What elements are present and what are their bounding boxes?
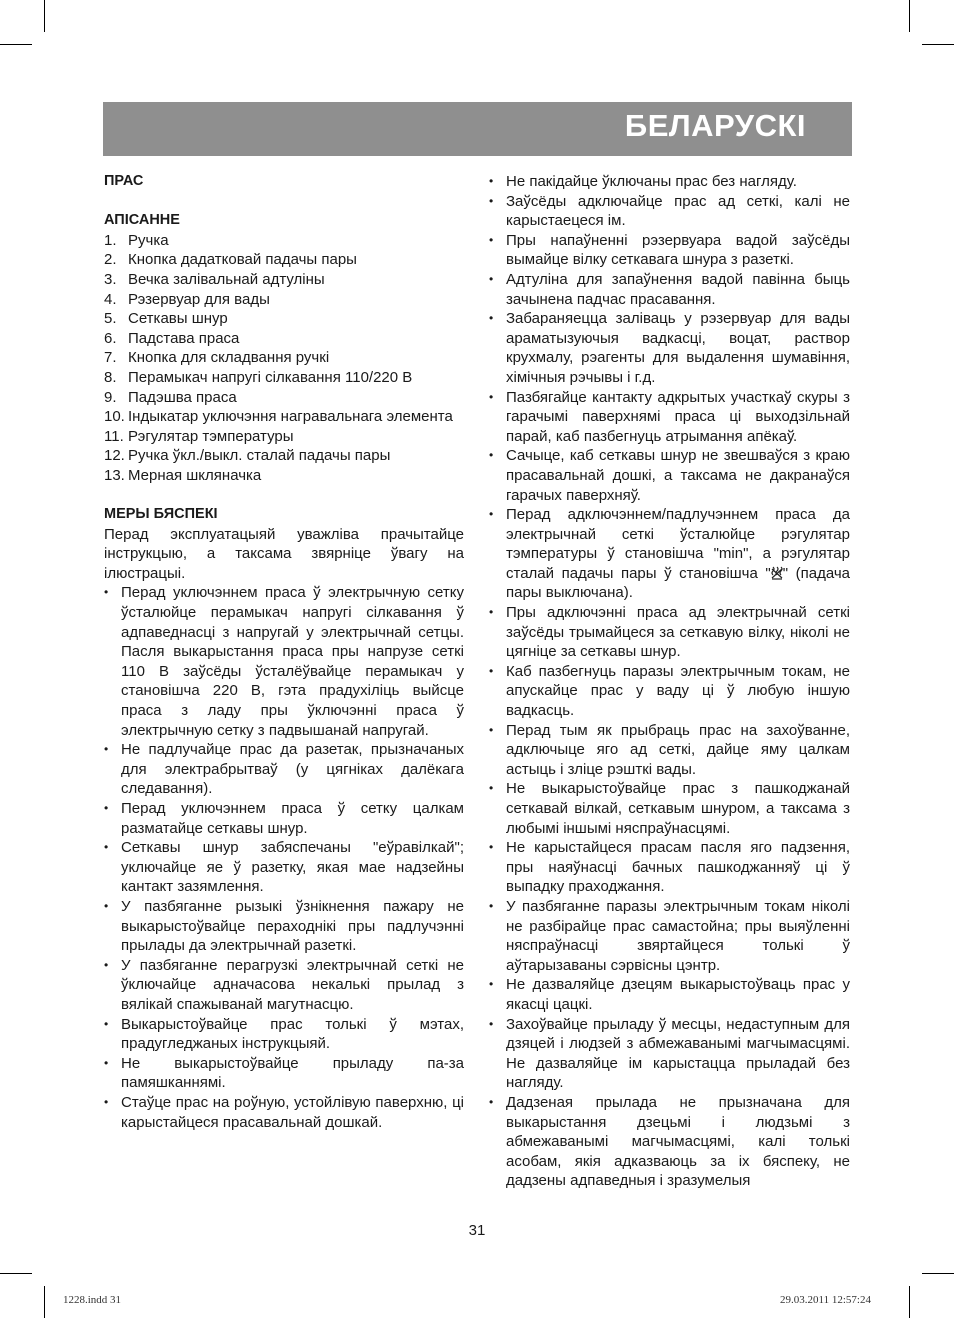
right-column [489, 172, 850, 1191]
item-number: 7. [104, 349, 117, 367]
bullet-text: Выкарыстоўвайце прас толькі ў мэтах, прадугледжаных інструкцыяй. [121, 1015, 464, 1053]
bullet-dot: • [489, 507, 494, 522]
bullet-item [489, 309, 850, 387]
bullet-dot: • [489, 232, 494, 247]
bullet-text: Адтуліна для запаўнення вадой павінна быць зачынена падчас прасавання. [506, 270, 850, 308]
bullet-text: Стаўце прас на роўную, устойлівую паверхню, ці карыстайцеся прасавальнай дошкай. [121, 1093, 464, 1131]
description-item [104, 231, 464, 251]
bullet-text: Перад уключэннем праса ў электрычную сетку ўсталюйце перамыкач напругі сілкавання ў адпаведнасці з напругай у электрычнай сетцы. Пасля выкарыстання праса пры напрузе сеткі 110 В заўсёды ўсталёўвайце перамыкач у становішча 220 В, гэта прадухіліць выйсце праса з ладу пры ўключэнні праса ў электрычную сетку з падвышанай напругай. [121, 584, 464, 739]
item-number: 8. [104, 368, 117, 386]
bullet-dot: • [489, 1016, 494, 1031]
safety-list-left [104, 583, 464, 1132]
item-text: Сеткавы шнур [128, 310, 228, 328]
bullet-item [104, 838, 464, 897]
bullet-text: Забараняецца заліваць у рэзервуар для вады араматызуючыя вадкасці, воцат, раствор крухмалу, рэагенты для выдалення шумавіння, хімічныя рэчывы і г.д. [506, 310, 850, 386]
bullet-item [104, 1015, 464, 1054]
item-text: Мерная шкляначка [128, 466, 262, 484]
bullet-item [489, 446, 850, 505]
description-item [104, 368, 464, 388]
bullet-text: Пры адключэнні праса ад электрычнай сеткі заўсёды трымайцеся за сеткавую вілку, ніколі не цягніце за сеткавы шнур. [506, 604, 850, 661]
bullet-item [104, 799, 464, 838]
bullet-item [489, 388, 850, 447]
description-item [104, 250, 464, 270]
bullet-item [489, 662, 850, 721]
bullet-dot: • [104, 957, 109, 972]
bullet-text: Сеткавы шнур забяспечаны "еўравілкай"; уключайце яе ў разетку, якая мае надзейны кантакт зазямлення. [121, 839, 464, 896]
bullet-item [489, 897, 850, 975]
item-text: Вечка залівальнай адтуліны [128, 270, 325, 288]
bullet-dot: • [104, 801, 109, 815]
item-text: Рэзервуар для вады [128, 290, 270, 308]
crop-mark [909, 0, 910, 32]
product-heading: ПРАС [104, 173, 144, 189]
description-list [104, 231, 464, 486]
description-item [104, 466, 464, 486]
item-number: 10. [104, 408, 125, 426]
bullet-dot: • [489, 898, 494, 913]
bullet-text [506, 505, 850, 603]
bullet-text: Пазбягайце кантакту адкрытых участкаў скуры з гарачымі паверхнямі праса ці выходзільнай парай, каб пазбегнуць атрымання апёкаў. [506, 388, 850, 445]
bullet-text: Захоўвайце прыладу ў месцы, недаступным для дзяцей і людзей з абмежаванымі магчымасцямі. Не дазваляйце ім карыстацца прыладай без нагляду. [506, 1015, 850, 1092]
bullet-dot: • [489, 174, 494, 188]
bullet-item [489, 603, 850, 662]
bullet-dot: • [489, 193, 494, 208]
crop-mark [44, 1286, 45, 1318]
crop-mark [922, 44, 954, 45]
item-text: Рэгулятар тэмпературы [128, 427, 294, 445]
bullet-item [489, 505, 850, 603]
description-item [104, 309, 464, 329]
safety-list-right [489, 172, 850, 1191]
banner-title: БЕЛАРУСКІ [624, 108, 806, 143]
item-number: 6. [104, 329, 117, 347]
bullet-text: Перад уключэннем праса ў сетку цалкам разматайце сеткавы шнур. [121, 800, 464, 837]
item-number: 12. [104, 447, 125, 465]
description-item [104, 290, 464, 310]
bullet-text: Сачыце, каб сеткавы шнур не звешваўся з краю прасавальнай дошкі, а таксама не дакранаўся гарачых паверхняў. [506, 447, 850, 504]
bullet-text-part: Перад адключэннем/падлучэннем праса да электрычнай сеткі ўсталюйце рэгулятар тэмпературы ў становішча "min", а рэгулятар сталай падачы пары ў становішча " [506, 506, 850, 582]
bullet-text: Не дазваляйце дзецям выкарыстоўваць прас у якасці цацкі. [506, 976, 850, 1013]
bullet-dot: • [489, 605, 494, 620]
bullet-text: Не выкарыстоўвайце прыладу па-за памяшканнямі. [121, 1054, 464, 1092]
bullet-text: Пры напаўненні рэзервуара вадой заўсёды вымайце вілку сеткавага шнура з разеткі. [506, 231, 850, 269]
bullet-dot: • [104, 898, 109, 913]
bullet-text: Не выкарыстоўвайце прас з пашкоджанай сеткавай вілкай, сеткавым шнуром, а таксама з любымі іншымі няспраўнасцямі. [506, 780, 850, 837]
description-item [104, 348, 464, 368]
bullet-item [104, 1054, 464, 1093]
crop-mark [44, 0, 45, 32]
bullet-item [489, 721, 850, 780]
bullet-text: Дадзеная прылада не прызначана для выкарыстання дзецьмі і людзьмі з абмежаванымі магчымасцямі, калі толькі асобам, якія адказваюць за іх бяспеку, не дадзены адпаведныя і зразумелыя [506, 1093, 850, 1190]
item-text: Кнопка дадатковай падачы пары [128, 251, 357, 269]
bullet-item [104, 956, 464, 1015]
description-item [104, 270, 464, 290]
bullet-dot: • [104, 840, 109, 855]
footer-file-info: 1228.indd 31 [63, 1294, 122, 1306]
bullet-dot: • [489, 840, 494, 855]
item-number: 3. [104, 270, 117, 288]
bullet-text: Каб пазбегнуць паразы электрычным токам, не апускайце прас у ваду ці ў любую іншую вадкасць. [506, 662, 850, 720]
item-text: Падэшва праса [128, 388, 237, 406]
bullet-item [489, 270, 850, 309]
language-banner [103, 102, 852, 156]
bullet-dot: • [104, 1016, 109, 1031]
bullet-text: У пазбяганне рызыкі ўзнікнення пажару не выкарыстоўвайце пераходнікі пры падлучэнні прылады да электрычнай разеткі. [121, 897, 464, 955]
crop-mark [922, 1273, 954, 1274]
item-number: 5. [104, 310, 117, 328]
bullet-dot: • [489, 663, 494, 678]
bullet-dot: • [489, 389, 494, 404]
bullet-dot: • [489, 1094, 494, 1109]
bullet-text: Заўсёды адключайце прас ад сеткі, калі не карыстаецеся ім. [506, 192, 850, 230]
bullet-item [489, 1093, 850, 1191]
safety-heading: МЕРЫ БЯСПЕКІ [104, 506, 218, 523]
bullet-item [489, 192, 850, 231]
bullet-text: У пазбяганне паразы электрычным токам ніколі не разбірайце прас самастойна; пры выяўленні няспраўнасці звяртайцеся толькі ў аўтарызаваны сэрвісны цэнтр. [506, 897, 850, 974]
bullet-item [489, 231, 850, 270]
item-text: Падстава праса [128, 329, 240, 347]
description-item [104, 446, 464, 466]
bullet-text: Перад тым як прыбраць прас на захоўванне, адключыце яго ад сеткі, дайце яму цалкам астыць і зліце рэшткі вады. [506, 721, 850, 778]
footer-timestamp: 29.03.2011 12:57:24 [780, 1294, 871, 1306]
item-number: 2. [104, 251, 117, 269]
item-number: 11. [104, 427, 124, 445]
description-item [104, 407, 464, 427]
bullet-item [489, 1015, 850, 1093]
bullet-dot: • [489, 448, 494, 463]
bullet-text: Не карыстайцеся прасам пасля яго падзення, пры наяўнасці бачных пашкоджанняў ці ў выпадку праходжання. [506, 839, 850, 896]
item-text: Кнопка для складвання ручкі [128, 349, 330, 367]
bullet-text: Не падлучайце прас да разетак, прызначаных для электрабрытваў (у цягніках далёкага следавання). [121, 741, 464, 798]
bullet-dot: • [489, 722, 494, 737]
bullet-dot: • [104, 742, 109, 757]
bullet-item [104, 740, 464, 799]
steam-off-icon [771, 566, 783, 580]
bullet-item [104, 897, 464, 956]
bullet-item [104, 1093, 464, 1132]
item-number: 13. [104, 466, 125, 484]
bullet-dot: • [489, 977, 494, 992]
description-item [104, 329, 464, 349]
left-column [104, 172, 464, 1132]
item-number: 1. [104, 231, 117, 249]
bullet-item [489, 838, 850, 897]
safety-intro: Перад эксплуатацыяй уважліва прачытайце інструкцыю, а таксама звярніце ўвагу на ілюстрацыі. [104, 525, 464, 582]
bullet-dot: • [104, 585, 109, 600]
bullet-text: У пазбяганне перагрузкі электрычнай сеткі не ўключайце адначасова некалькі прылад з вялікай спажыванай магутнасцю. [121, 956, 464, 1013]
bullet-dot: • [489, 311, 494, 326]
item-text: Ручка ўкл./выкл. сталай падачы пары [128, 447, 391, 465]
bullet-item [489, 779, 850, 838]
bullet-item [104, 583, 464, 740]
description-heading: АПІСАННЕ [104, 212, 180, 229]
item-text: Ручка [128, 231, 169, 249]
bullet-item [489, 975, 850, 1014]
crop-mark [909, 1286, 910, 1318]
bullet-text-part: " (падача пары выключана). [506, 564, 851, 602]
item-number: 4. [104, 290, 117, 308]
bullet-dot: • [104, 1055, 109, 1070]
bullet-text: Не пакідайце ўключаны прас без нагляду. [506, 173, 797, 190]
crop-mark [0, 44, 32, 45]
bullet-dot: • [489, 271, 494, 286]
item-text: Перамыкач напругі сілкавання 110/220 В [128, 368, 413, 386]
description-item [104, 388, 464, 408]
description-item [104, 427, 464, 447]
page-number: 31 [468, 1222, 486, 1239]
crop-mark [0, 1273, 32, 1274]
item-number: 9. [104, 388, 117, 406]
item-text: Індыкатар уключэння награвальнага элемента [128, 408, 453, 426]
bullet-dot: • [104, 1094, 109, 1109]
bullet-dot: • [489, 781, 494, 796]
bullet-item [489, 172, 850, 192]
